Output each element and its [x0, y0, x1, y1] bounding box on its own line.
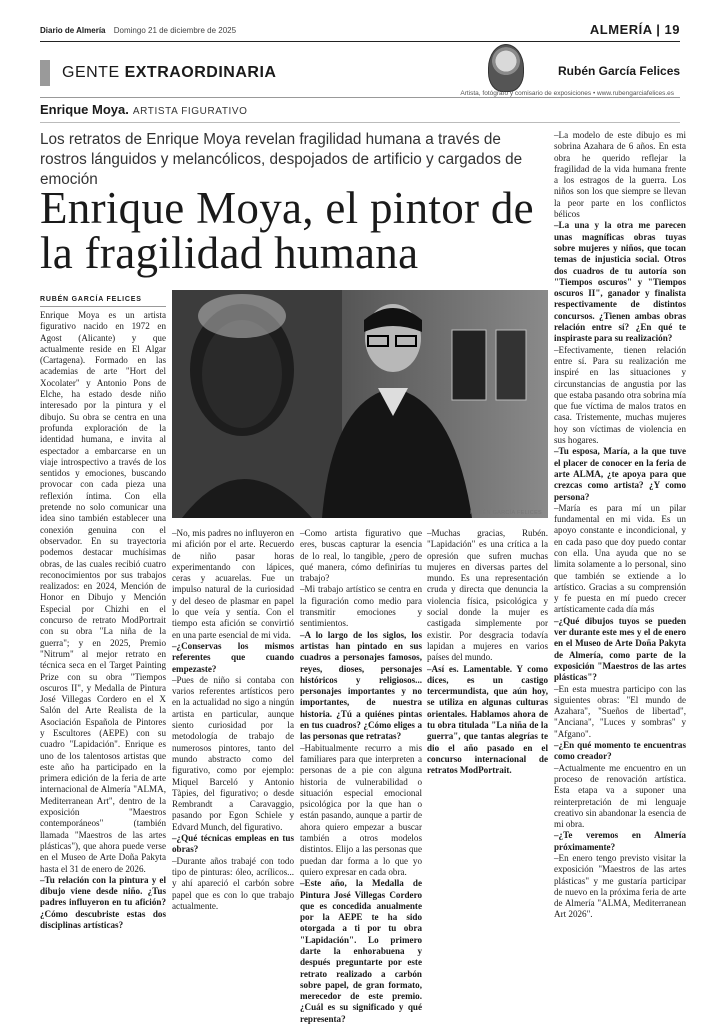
page-number: 19 [664, 22, 680, 37]
masthead [40, 22, 680, 40]
question: –A lo largo de los siglos, los artistas han pintado en sus cuadros a personajes famosos, reyes, dioses, personajes históricos y religiosos... personajes importantes y no importantes, de nuestra historia. ¿Tú a quiénes pintas en tus cuadros? ¿Cómo eliges a las personas que retratas? [300, 629, 422, 742]
series-name: EXTRAORDINARIA [124, 64, 277, 81]
subject-name: Enrique Moya. [40, 102, 129, 117]
byline-rule [40, 306, 166, 307]
photo-credit: RUBÉN GARCÍA FELICES [470, 510, 543, 516]
column-1 [40, 310, 166, 931]
subject-role: ARTISTA FIGURATIVO [132, 106, 248, 117]
answer: –En enero tengo previsto visitar la exposición "Maestros de las artes plásticas" y me gustaría participar de nuevo en la próxima feria de arte de Almería "ALMA, Mediterranean Art 2026". [554, 853, 686, 920]
top-rule [40, 41, 680, 42]
question: –¿Qué dibujos tuyos se pueden ver durante este mes y el de enero en el Museo de Arte Doña Pakyta de Almería, como parte de la exposición "Maestros de las artes plásticas"? [554, 615, 686, 683]
series-prefix: GENTE [62, 64, 120, 81]
series-bar [40, 60, 50, 86]
answer: –Habitualmente recurro a mis familiares para que interpreten a personas de a pie con alguna historia de vulnerabilidad o situación especial emocional psicológica por la que han o están pasando, aunque a partir de ahora quiero empezar a buscar también a otros modelos distintos. Elijo a las personas que puedan dar forma a lo que yo quiero expresar en cada obra. [300, 742, 422, 877]
header-rule [40, 97, 680, 98]
byline: RUBÉN GARCÍA FELICES [40, 296, 142, 303]
question: –¿Te veremos en Almería próximamente? [554, 830, 686, 852]
intro-text: Enrique Moya es un artista figurativo nacido en 1972 en Agost (Alicante) y que actualmente reside en El Algar (Cartagena). Formado en las academias de arte "Hort del Xocolater" y Antonio Pons de Elche, ha estado desde niño interesado por la pintura y el dibujo. Su obra se centra en una profunda exploración de la identidad humana, e invita al espectador a embarcarse en un viaje introspectivo a través de los sentidos y emociones, buscando provocar con cada pieza una reflexión íntima. Con ella pretende no solo comunicar una idea sino también establecer una conexión genuina con el observador. En su trayectoria podemos destacar muchísimas obras, de las cuales recibió cuatro reconocimientos por sus trabajos realizados: en 2024, Mención de Honor en Dibujo y Mención Especial por Chizhi en el concurso de retrato ModPortrait con su obra "La niña de la guerra"; y en 2025, Premio "Nitrum" al mejor retrato en técnica seca en el Target Painting Prize con su obra "Tiempos oscuros II", y Medalla de Pintura José Villegas Cordero en el X Salón del Arte Realista de la Asociación Española de Pintores y Escultores (AEPE) con su cuadro "Lapidación". Enrique es uno de los talentosos artistas que este año ha participado en la primera edición de la feria de arte internacional de Almería "ALMA, Mediterranean Art", dentro de la exposición "Maestros contemporáneos" (también llamada "Maestros de las artes plásticas"), que ahora puede verse en el Museo de Arte Doña Pakyta hasta el 31 de enero de 2026. [40, 310, 166, 874]
author-name: Rubén García Felices [558, 64, 681, 78]
question: –¿Qué técnicas empleas en tus obras? [172, 833, 294, 855]
column-4 [427, 528, 548, 860]
author-avatar [488, 44, 524, 92]
lede: Los retratos de Enrique Moya revelan fragilidad humana a través de rostros lánguidos y melancólicos, despojados de artificio y cargados de emoción [40, 131, 523, 188]
photo-illustration [172, 290, 548, 518]
column-3 [300, 528, 422, 1024]
answer: –La modelo de este dibujo es mi sobrina Azahara de 6 años. En esta obra he querido reflejar la fragilidad de la vida humana frente a los estragos de la guerra. Los niños son los que siempre se llevan la peor parte en los conflictos bélicos [554, 130, 686, 220]
portrait-photo [172, 290, 548, 518]
question: –¿En qué momento te encuentras como creador? [554, 740, 686, 762]
question: –¿Conservas los mismos referentes que cuando empezaste? [172, 640, 294, 674]
subject-line [40, 102, 248, 117]
series-title [62, 64, 276, 82]
series-header [40, 60, 440, 90]
column-5 [554, 130, 686, 920]
question: –Este año, la Medalla de Pintura José Villegas Cordero que es concedida anualmente por la AEPE te ha sido otorgada a ti por tu obra "Lapidación". Lo primero darte la enhorabuena y después preguntarte por este retrato realizado a carbón sobre papel, de gran formato, merecedor de este premio. ¿Cuál es su significado y qué representa? [300, 878, 422, 1024]
answer: –Actualmente me encuentro en un proceso de renovación artística. Esta etapa va a suponer una reinterpretación de mi lenguaje creativo sin abandonar la esencia de mi obra. [554, 762, 686, 830]
question: –La una y la otra me parecen unas magníficas obras tuyas sobre mujeres y niños, que tocan temas de injusticia social. Otros dos cuadros de tu autoría son "Tiempos oscuros" y "Tiempos oscuros II", ganador y finalista respectivamente de distintos concursos. ¿Tienen ambas obras relación entre sí? ¿En qué te inspiraste para su realización? [554, 220, 686, 344]
author-description: Artista, fotógrafo y comisario de exposiciones • www.rubengarciafelices.es [460, 90, 674, 97]
answer: –En esta muestra participo con las siguientes obras: "El mundo de Azahara", "Sueños de libertad", "Anciana", "Luces y sombras" y "Afgano". [554, 683, 686, 739]
subject-rule [40, 122, 680, 123]
question: –Así es. Lamentable. Y como dices, es un castigo tercermundista, que aún hoy, se utiliza en algunas culturas orientales. Hablamos ahora de tu obra titulada "La niña de la guerra", que tantas alegrías te dio el año pasado en el concurso internacional de retratos ModPortrait. [427, 663, 548, 776]
answer: –Muchas gracias, Rubén. "Lapidación" es una crítica a la opresión que sufren muchas mujeres en diversas partes del mundo. Es una representación cruda y directa que denuncia la violencia física, psicológica y social donde la mujer es castigada simplemente por existir. Por desgracia todavía lapidan a mujeres en varios países del mundo. [427, 528, 548, 663]
headline: Enrique Moya, el pintor de la fragilidad humana [40, 183, 534, 278]
section-label: ALMERÍA | 19 [589, 22, 680, 37]
question: –Tu esposa, María, a la que tuve el placer de conocer en la feria de arte ALMA, ¿te apoya para que crezcas como artista? ¿Y como persona? [554, 446, 686, 502]
answer: –Efectivamente, tienen relación entre sí. Para su realización me inspiré en las situaciones y circunstancias de angustia por las que estaba pasando otra sobrina mía que fue víctima de malos tratos en casa. Tristemente, muchas mujeres hoy son víctimas de violencia en sus hogares. [554, 344, 686, 446]
newspaper-name: Diario de Almería [40, 26, 106, 35]
section-name: ALMERÍA [589, 22, 653, 37]
answer: –María es para mí un pilar fundamental en mi vida. Es un apoyo constante e incondicional, y en cada paso que doy puedo contar con ella. Una ayuda que no se limita solamente a lo personal, sino que también se extiende a lo artístico. Gracias a su comprensión y fe puesta en mí puedo crecer artísticamente cada día más [554, 502, 686, 615]
answer: –Mi trabajo artístico se centra en la figuración como medio para transmitir emociones y sentimientos. [300, 584, 422, 629]
answer: –Pues de niño si contaba con varios referentes artísticos pero en la actualidad no sigo a ningún artista en particular, aunque siento curiosidad por la metodología de trabajo de numerosos pintores, tanto del mundo abstracto como del figurativo, como por ejemplo: Miquel Barceló y Antonio Tàpies, del figurativo; o desde Rembrandt a Caravaggio, pasando por Egon Schiele y Edvard Munch, del figurativo. [172, 674, 294, 832]
answer: –Como artista figurativo que eres, buscas capturar la esencia de lo real, lo tangible, ¿pero de qué manera, cómo definirías tu trabajo? [300, 528, 422, 584]
answer: –Durante años trabajé con todo tipo de pinturas: óleo, acrílicos... y ahí apareció el carbón sobre papel que es con lo que trabajo actualmente. [172, 855, 294, 911]
question: –Tu relación con la pintura y el dibujo viene desde niño. ¿Tus padres influyeron en tu afición? ¿Cómo descubriste estas dos disciplinas artísticas? [40, 874, 166, 931]
issue-date: Domingo 21 de diciembre de 2025 [113, 26, 237, 35]
answer: –No, mis padres no influyeron en mi afición por el arte. Recuerdo de niño pasar horas experimentando con lápices, ceras y acuarelas. Fue un impulso natural de la curiosidad y del deseo de plasmar en papel lo que veía y sentía. Con el tiempo esta afición se convirtió en una parte esencial de mi vida. [172, 528, 294, 640]
column-2 [172, 528, 294, 911]
